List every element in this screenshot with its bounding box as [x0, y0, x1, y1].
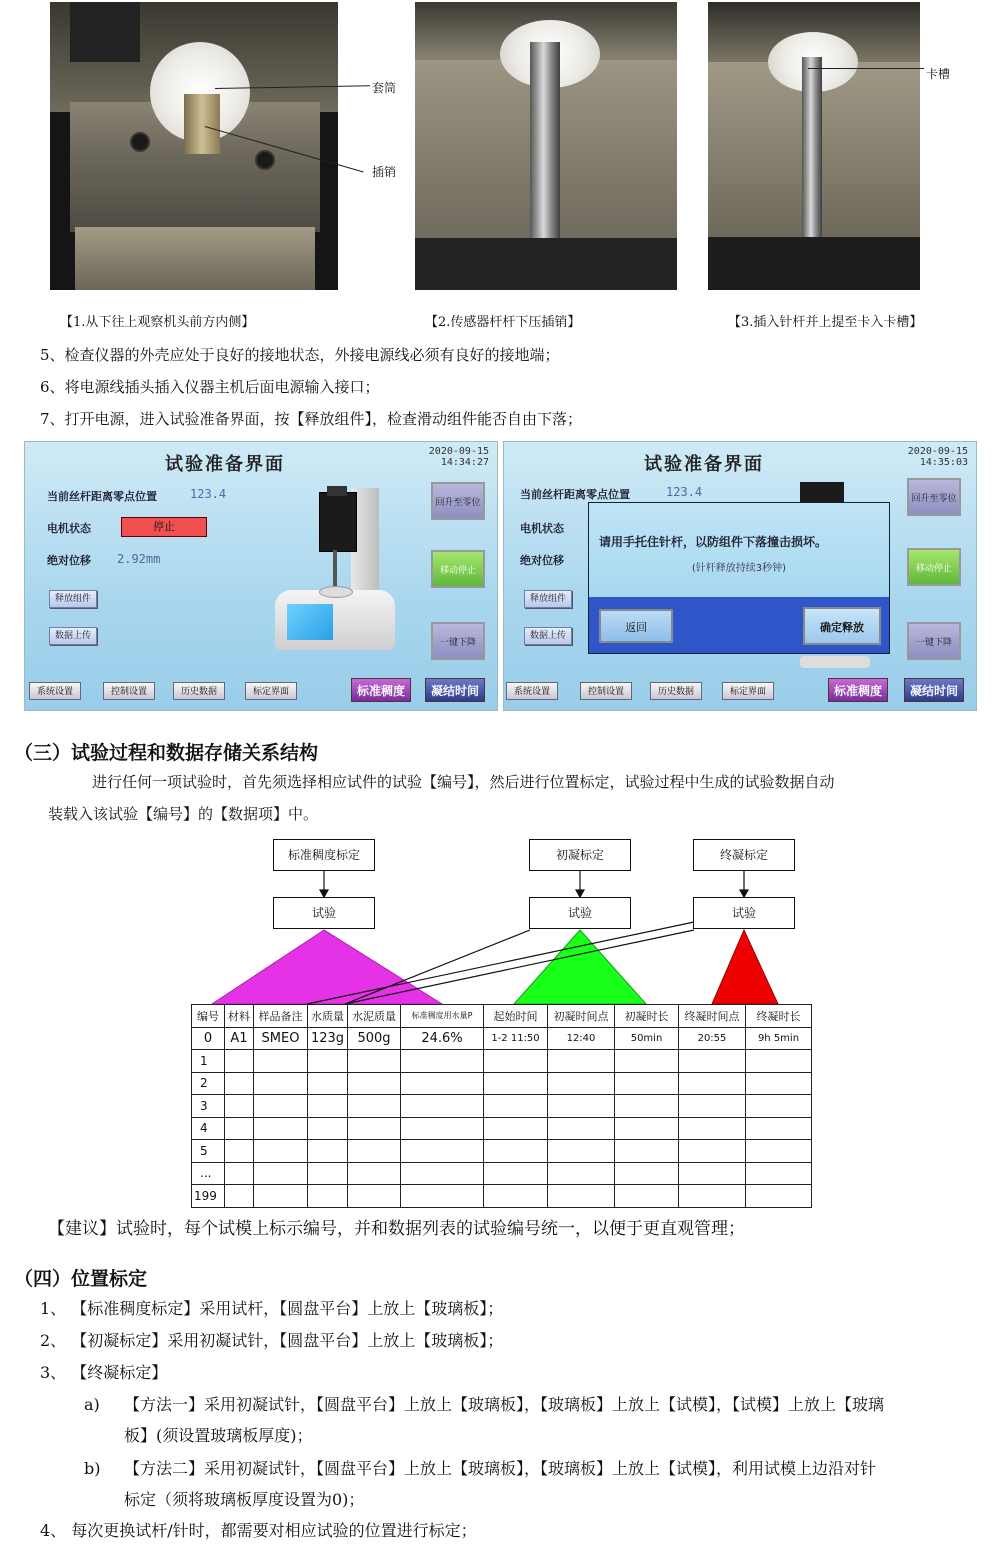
section4-item-3: 3、 【终凝标定】	[40, 1363, 168, 1382]
position-value: 123.4	[666, 485, 703, 499]
table-cell: A1	[225, 1027, 254, 1050]
section4-sub-b-line1: 【方法二】采用初凝试针，【圆盘平台】上放上【玻璃板】，【玻璃板】上放上【试模】，利用试模上边沿对针	[124, 1459, 877, 1478]
dialog-message: 请用手托住针杆，以防组件下落撞击损坏。	[599, 535, 828, 549]
screen-title: 试验准备界面	[165, 454, 285, 475]
box-test-3: 试验	[693, 897, 795, 929]
step-7: 7、打开电源，进入试验准备界面，按【释放组件】，检查滑动组件能否自由下落；	[40, 410, 583, 428]
col-header: 终凝时间点	[679, 1005, 746, 1028]
section4-item-1: 1、 【标准稠度标定】采用试杆，【圆盘平台】上放上【玻璃板】；	[40, 1299, 504, 1318]
screen-time: 14:34:27	[440, 457, 489, 468]
section4-sub-b-marker: b)	[84, 1459, 101, 1478]
box-test-2: 试验	[529, 897, 631, 929]
displacement-label: 绝对位移	[520, 554, 564, 567]
history-data-button[interactable]: 历史数据	[650, 682, 702, 700]
col-header: 起始时间	[484, 1005, 548, 1028]
release-button[interactable]: 释放组件	[524, 590, 572, 608]
section4-item-4: 4、 每次更换试杆/针时，都需要对相应试验的位置进行标定；	[40, 1521, 477, 1540]
box-initial-set-calib: 初凝标定	[529, 839, 631, 871]
table-row	[192, 1162, 812, 1185]
control-settings-button[interactable]: 控制设置	[103, 682, 155, 700]
table-cell: 12:40	[548, 1027, 615, 1050]
screen-title: 试验准备界面	[644, 454, 764, 475]
col-header: 标准稠度用水量P	[401, 1005, 484, 1028]
row-index: 5	[192, 1140, 225, 1163]
table-row	[192, 1027, 812, 1050]
row-index: ...	[192, 1162, 225, 1185]
table-cell: 500g	[348, 1027, 401, 1050]
table-row	[192, 1050, 812, 1073]
standard-consistency-button[interactable]: 标准稠度	[828, 678, 888, 702]
screen-time: 14:35:03	[919, 457, 968, 468]
one-key-down-button[interactable]: 一键下降	[431, 622, 485, 660]
dialog-confirm-button[interactable]: 确定释放	[803, 607, 881, 645]
table-row	[192, 1185, 812, 1208]
motor-label: 电机状态	[47, 522, 91, 535]
position-value: 123.4	[190, 487, 227, 501]
triangle-red	[712, 930, 778, 1004]
row-index: 2	[192, 1072, 225, 1095]
col-header: 材料	[225, 1005, 254, 1028]
return-zero-button[interactable]: 回升至零位	[431, 482, 485, 520]
suggestion-text: 【建议】试验时，每个试模上标示编号，并和数据列表的试验编号统一，以便于更直观管理；	[48, 1219, 745, 1239]
triangle-green	[514, 930, 646, 1004]
return-zero-button[interactable]: 回升至零位	[907, 478, 961, 516]
box-final-set-calib: 终凝标定	[693, 839, 795, 871]
table-row	[192, 1072, 812, 1095]
section4-sub-a-line2: 板】(须设置玻璃板厚度)；	[124, 1426, 313, 1445]
table-row	[192, 1140, 812, 1163]
motor-label: 电机状态	[520, 522, 564, 535]
section3-heading: （三）试验过程和数据存储关系结构	[14, 742, 319, 764]
col-header: 初凝时长	[615, 1005, 679, 1028]
displacement-value: 2.92mm	[117, 552, 161, 566]
caption-photo-3: 【3.插入针杆并上提至卡入卡槽】	[728, 315, 923, 330]
section4-sub-a-line1: 【方法一】采用初凝试针，【圆盘平台】上放上【玻璃板】，【玻璃板】上放上【试模】，【试模】上放上【玻璃	[124, 1395, 885, 1414]
table-cell: 50min	[615, 1027, 679, 1050]
section4-heading: （四）位置标定	[14, 1268, 148, 1290]
control-settings-button[interactable]: 控制设置	[580, 682, 632, 700]
position-label: 当前丝杆距离零点位置	[520, 488, 630, 501]
table-cell: 1-2 11:50	[484, 1027, 548, 1050]
section3-paragraph-line1: 进行任何一项试验时，首先须选择相应试件的试验【编号】，然后进行位置标定，试验过程中生成的试验数据自动	[92, 773, 835, 791]
table-cell: 24.6%	[401, 1027, 484, 1050]
table-cell: 9h 5min	[746, 1027, 812, 1050]
table-row	[192, 1095, 812, 1118]
row-index: 1	[192, 1050, 225, 1073]
upload-button[interactable]: 数据上传	[49, 627, 97, 645]
section4-sub-b-line2: 标定（须将玻璃板厚度设置为0)；	[124, 1490, 365, 1509]
col-header: 编号	[192, 1005, 225, 1028]
table-row	[192, 1117, 812, 1140]
box-standard-consistency-calib: 标准稠度标定	[273, 839, 375, 871]
table-cell: 123g	[308, 1027, 348, 1050]
section4-sub-a-marker: a)	[84, 1395, 100, 1414]
col-header: 水质量	[308, 1005, 348, 1028]
step-6: 6、将电源线插头插入仪器主机后面电源输入接口；	[40, 378, 380, 396]
move-stop-button[interactable]: 移动停止	[907, 548, 961, 586]
row-index: 199	[192, 1185, 225, 1208]
dialog-back-button[interactable]: 返回	[599, 609, 673, 643]
position-label: 当前丝杆距离零点位置	[47, 490, 157, 503]
col-header: 初凝时间点	[548, 1005, 615, 1028]
callout-groove: 卡槽	[926, 67, 951, 81]
one-key-down-button[interactable]: 一键下降	[907, 622, 961, 660]
upload-button[interactable]: 数据上传	[524, 627, 572, 645]
col-header: 终凝时长	[746, 1005, 812, 1028]
box-test-1: 试验	[273, 897, 375, 929]
table-cell: SMEO	[254, 1027, 308, 1050]
move-stop-button[interactable]: 移动停止	[431, 550, 485, 588]
setting-time-button[interactable]: 凝结时间	[904, 678, 964, 702]
col-header: 样品备注	[254, 1005, 308, 1028]
data-table	[191, 1004, 812, 1208]
col-header: 水泥质量	[348, 1005, 401, 1028]
step-5: 5、检查仪器的外壳应处于良好的接地状态，外接电源线必须有良好的接地端；	[40, 346, 560, 364]
screen-date: 2020-09-15	[907, 446, 968, 457]
caption-photo-2: 【2.传感器杆杆下压插销】	[425, 315, 581, 330]
setting-time-button[interactable]: 凝结时间	[425, 678, 485, 702]
screen-date: 2020-09-15	[428, 446, 489, 457]
caption-photo-1: 【1.从下往上观察机头前方内侧】	[60, 315, 255, 330]
row-index: 3	[192, 1095, 225, 1118]
table-cell: 20:55	[679, 1027, 746, 1050]
release-button[interactable]: 释放组件	[49, 590, 97, 608]
history-data-button[interactable]: 历史数据	[173, 682, 225, 700]
displacement-label: 绝对位移	[47, 554, 91, 567]
dialog-subtext: (针杆释放持续3秒钟)	[691, 563, 787, 574]
calibration-button[interactable]: 标定界面	[245, 682, 297, 700]
callout-pin: 插销	[372, 165, 397, 179]
callout-sleeve: 套筒	[372, 81, 397, 95]
section4-item-2: 2、 【初凝标定】采用初凝试针，【圆盘平台】上放上【玻璃板】；	[40, 1331, 504, 1350]
section3-paragraph-line2: 装载入该试验【编号】的【数据项】中。	[48, 805, 319, 823]
table-cell: 0	[192, 1027, 225, 1050]
motor-status: 停止	[121, 517, 207, 537]
standard-consistency-button[interactable]: 标准稠度	[351, 678, 411, 702]
triangle-magenta	[212, 930, 442, 1004]
row-index: 4	[192, 1117, 225, 1140]
calibration-button[interactable]: 标定界面	[722, 682, 774, 700]
system-settings-button[interactable]: 系统设置	[29, 682, 81, 700]
system-settings-button[interactable]: 系统设置	[506, 682, 558, 700]
